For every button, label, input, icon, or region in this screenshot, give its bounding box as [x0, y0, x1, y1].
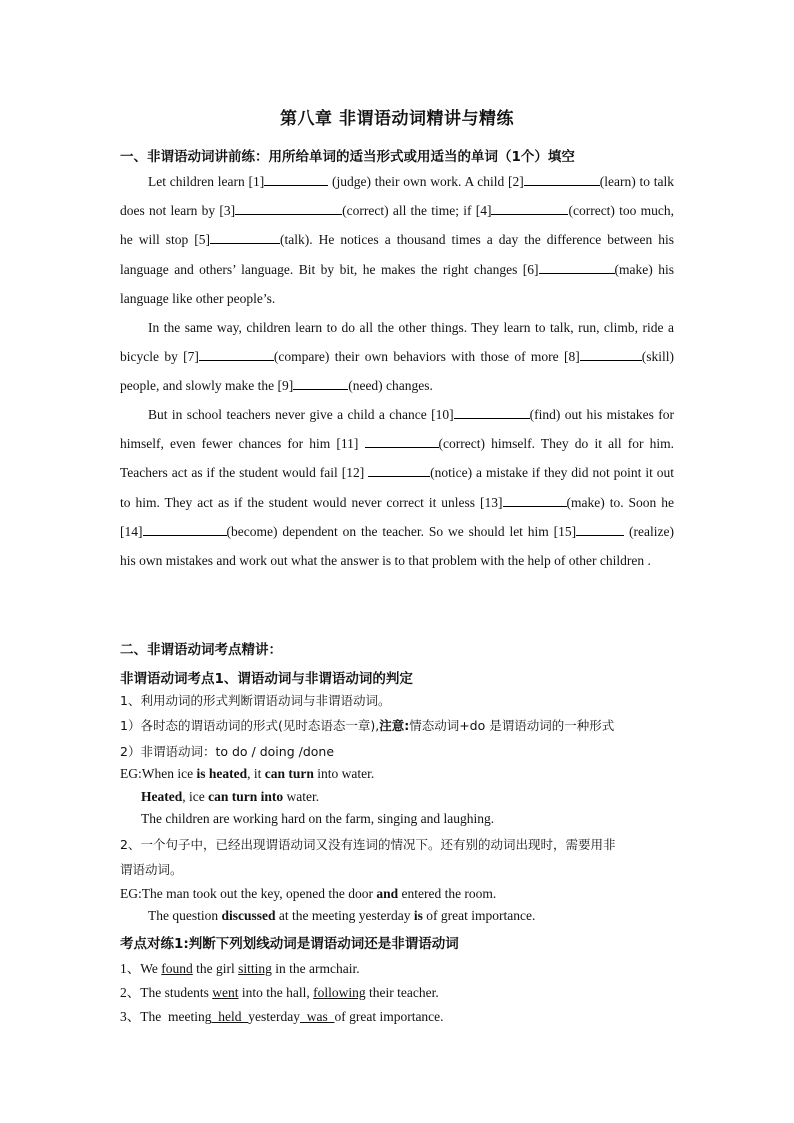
practice-question-3: 3、The meeting held yesterday was of great importance.	[120, 1009, 444, 1024]
rule-2-line-1: 2、一个句子中，已经出现谓语动词又没有连词的情况下。还有别的动词出现时，需要用非	[120, 837, 616, 852]
key-point-1-title: 非谓语动词考点1、谓语动词与非谓语动词的判定	[120, 671, 413, 687]
practice-question-2: 2、The students went into the hall, following their teacher.	[120, 985, 439, 1000]
example-1: EG:When ice is heated, it can turn into water.	[120, 766, 375, 781]
rule-1b: 2）非谓语动词：to do / doing /done	[120, 744, 335, 759]
example-2: Heated, ice can turn into water.	[141, 789, 320, 804]
exercise-paragraph-3: But in school teachers never give a child a chance [10] (find) out his mistakes for himself, even fewer chances for him [11] (correct) himself. They do it all for him. Teachers act as if the student would fail [12] (notice) a mistake if they did not point it out to him. They act as if the student would never correct it unless [13] (make) to. Soon he [14] (become) dependent on the teacher. So we should let him [15] (realize) his own mistakes and work out what the answer is to that problem with the help of other children .	[120, 407, 675, 569]
blank-15[interactable]	[576, 523, 624, 536]
blank-7[interactable]	[199, 348, 274, 361]
section-1-heading: 一、非谓语动词讲前练：用所给单词的适当形式或用适当的单词（1个）填空	[120, 149, 575, 165]
section-2-heading: 二、非谓语动词考点精讲：	[120, 642, 282, 658]
blank-2[interactable]	[524, 173, 600, 186]
blank-10[interactable]	[454, 406, 530, 419]
rule-1a: 1）各时态的谓语动词的形式(见时态语态一章),注意:情态动词+do 是谓语动词的一种形式	[120, 718, 615, 733]
blank-4[interactable]	[491, 202, 568, 215]
blank-5[interactable]	[210, 231, 280, 244]
example-5: The question discussed at the meeting yesterday is of great importance.	[148, 908, 536, 923]
practice-title: 考点对练1:判断下列划线动词是谓语动词还是非谓语动词	[120, 936, 459, 952]
blank-11[interactable]	[365, 435, 439, 448]
rule-2-line-2: 谓语动词。	[120, 862, 183, 877]
exercise-paragraph-1: Let children learn [1] (judge) their own work. A child [2] (learn) to talk does not learn by [3] (correct) all the time; if [4] (correct) too much, he will stop [5] (talk). He notices a thousand times a day the difference between his language and others’ language. Bit by bit, he makes the right changes [6] (make) his language like other people’s.	[120, 174, 675, 306]
example-3: The children are working hard on the farm, singing and laughing.	[141, 811, 495, 826]
blank-8[interactable]	[580, 348, 642, 361]
blank-1[interactable]	[264, 173, 328, 186]
blank-13[interactable]	[503, 494, 567, 507]
example-4: EG:The man took out the key, opened the door and entered the room.	[120, 886, 497, 901]
rule-1: 1、利用动词的形式判断谓语动词与非谓语动词。	[120, 693, 391, 708]
blank-3[interactable]	[235, 202, 342, 215]
blank-6[interactable]	[539, 261, 615, 274]
blank-14[interactable]	[143, 523, 227, 536]
exercise-paragraph-2: In the same way, children learn to do all the other things. They learn to talk, run, climb, ride a bicycle by [7] (compare) their own behaviors with those of more [8] (skill) people, and slowly make the [9] (need) changes.	[120, 320, 674, 394]
practice-question-1: 1、We found the girl sitting in the armchair.	[120, 961, 360, 976]
blank-12[interactable]	[368, 464, 430, 477]
blank-9[interactable]	[293, 377, 348, 390]
chapter-title: 第八章 非谓语动词精讲与精练	[280, 109, 514, 129]
